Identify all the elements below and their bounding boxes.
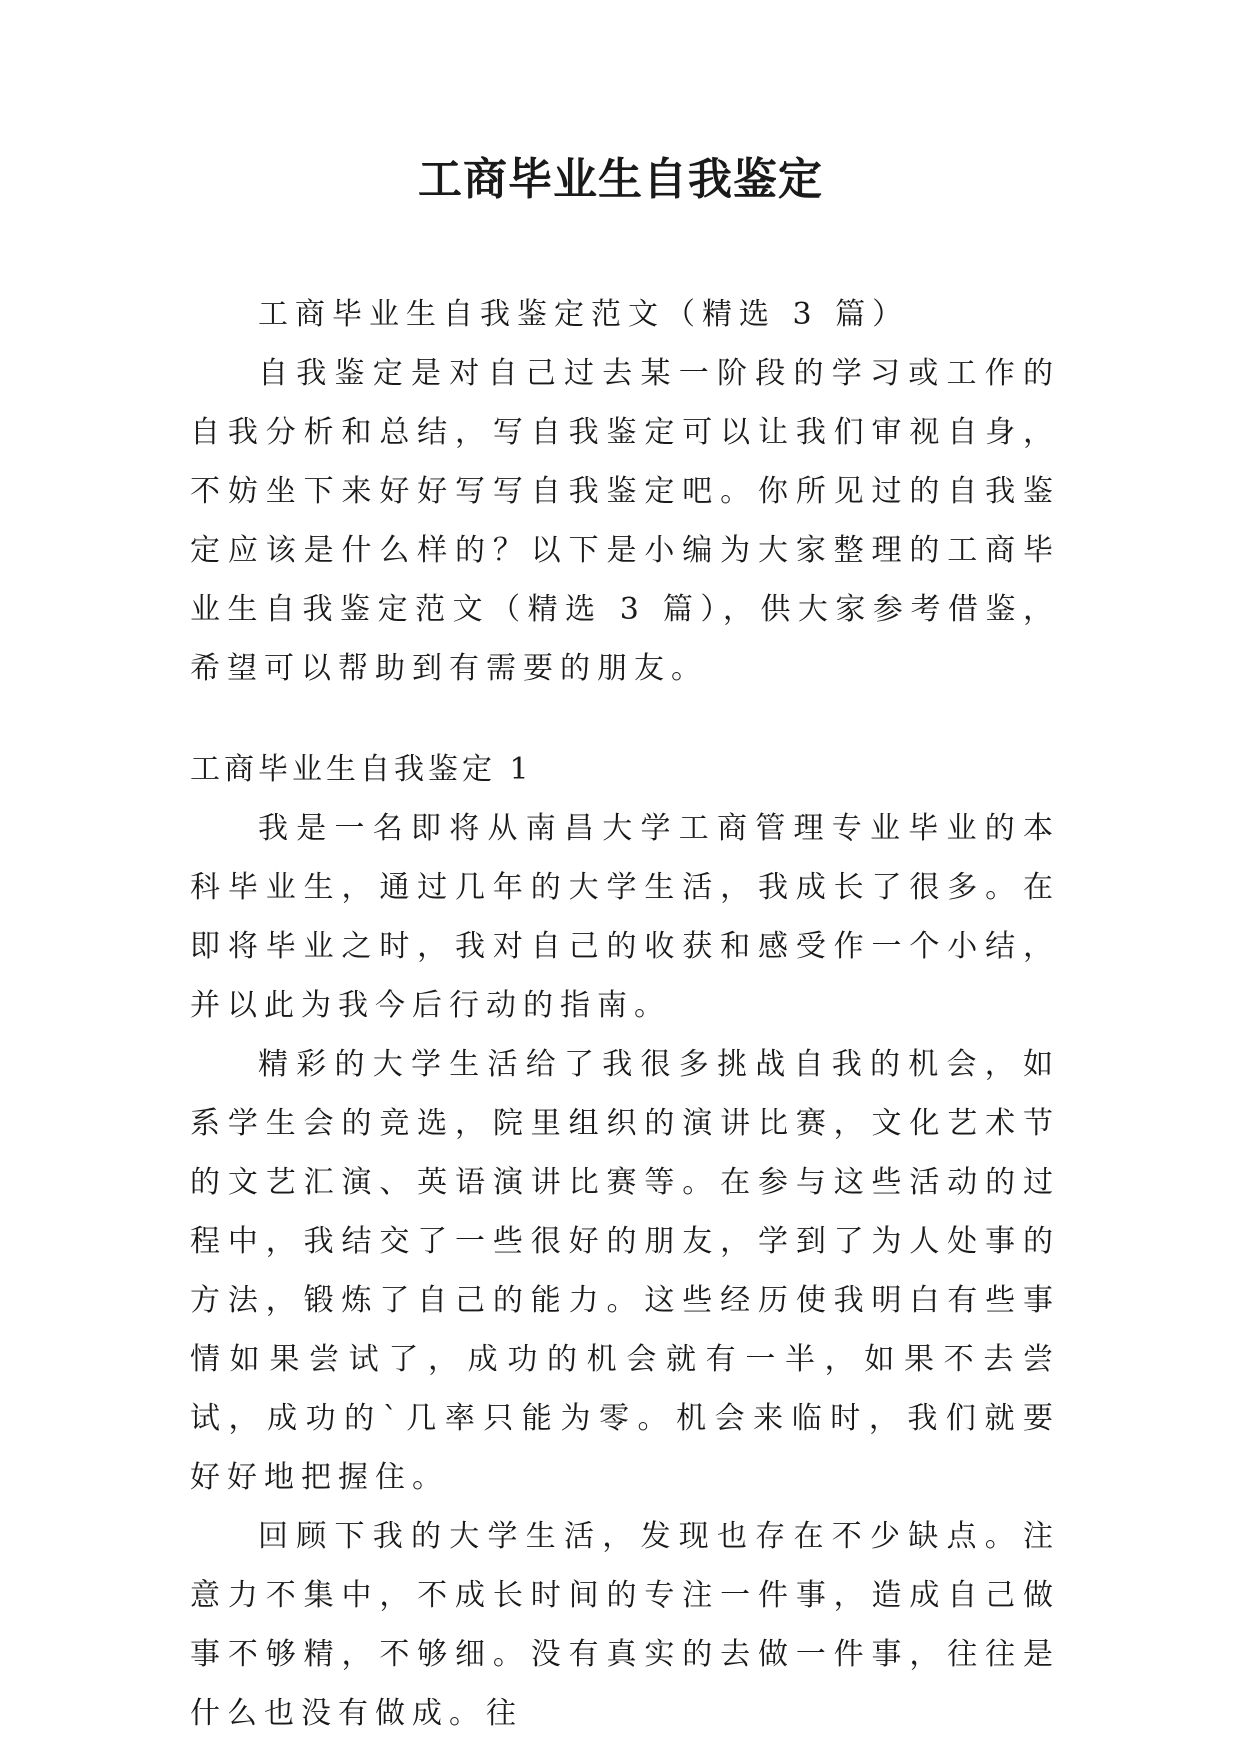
section1-paragraph-2: 精彩的大学生活给了我很多挑战自我的机会，如系学生会的竞选，院里组织的演讲比赛，文化艺术节的文艺汇演、英语演讲比赛等。在参与这些活动的过程中，我结交了一些很好的朋友，学到了为人处事的方法，锻炼了自己的能力。这些经历使我明白有些事情如果尝试了，成功的机会就有一半，如果不去尝试，成功的`几率只能为零。机会来临时，我们就要好好地把握住。 bbox=[190, 1047, 1060, 1495]
document-body bbox=[190, 285, 1060, 1743]
section1-paragraph-3: 回顾下我的大学生活，发现也存在不少缺点。注意力不集中，不成长时间的专注一件事，造成自己做事不够精，不够细。没有真实的去做一件事，往往是什么也没有做成。往 bbox=[190, 1519, 1060, 1731]
document-subtitle: 工商毕业生自我鉴定范文（精选 3 篇） bbox=[258, 297, 910, 332]
intro-paragraph: 自我鉴定是对自己过去某一阶段的学习或工作的自我分析和总结，写自我鉴定可以让我们审视自身，不妨坐下来好好写写自我鉴定吧。你所见过的自我鉴定应该是什么样的？以下是小编为大家整理的工商毕业生自我鉴定范文（精选 3 篇），供大家参考借鉴，希望可以帮助到有需要的朋友。 bbox=[190, 356, 1060, 686]
section-heading-1: 工商毕业生自我鉴定 1 bbox=[190, 752, 533, 787]
document-title: 工商毕业生自我鉴定 bbox=[418, 154, 823, 205]
section1-paragraph-1: 我是一名即将从南昌大学工商管理专业毕业的本科毕业生，通过几年的大学生活，我成长了很多。在即将毕业之时，我对自己的收获和感受作一个小结，并以此为我今后行动的指南。 bbox=[190, 811, 1060, 1023]
